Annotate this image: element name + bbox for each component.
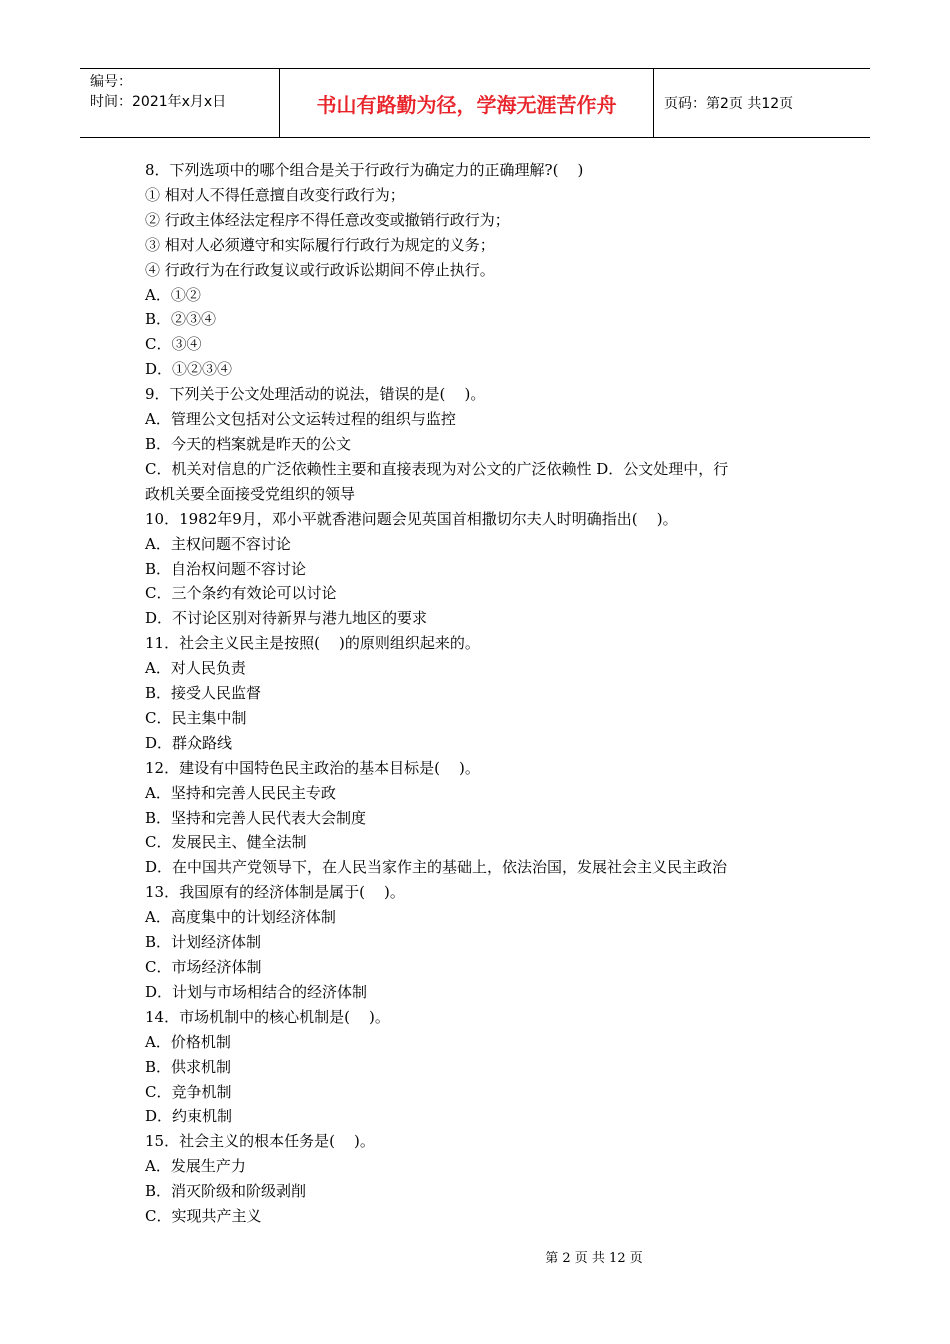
text-line: C．民主集中制 [145,708,247,727]
text-line: ② 行政主体经法定程序不得任意改变或撤销行政行为； [145,210,510,229]
text-line: B．消灭阶级和阶级剥削 [145,1182,307,1201]
text-line: 9．下列关于公文处理活动的说法，错误的是( )。 [145,385,486,404]
text-line: A．管理公文包括对公文运转过程的组织与监控 [145,410,456,429]
text-line: A．主权问题不容讨论 [145,534,291,553]
text-line: A．价格机制 [145,1032,231,1051]
text-line: A．发展生产力 [145,1157,246,1176]
text-line: B．供求机制 [145,1057,232,1076]
text-line: 8．下列选项中的哪个组合是关于行政行为确定力的正确理解?( ) [145,161,584,179]
text-line: A．高度集中的计划经济体制 [145,908,336,927]
header-motto: 书山有路勤为径，学海无涯苦作舟 [280,69,654,137]
page-header [80,68,870,138]
text-line: C．③④ [145,335,202,354]
text-line: C．市场经济体制 [145,958,262,976]
text-line: A．对人民负责 [145,659,246,678]
text-line: C．机关对信息的广泛依赖性主要和直接表现为对公文的广泛依赖性 D．公文处理中，行 [145,459,729,478]
document-body [145,158,815,1229]
text-line: B．坚持和完善人民代表大会制度 [145,808,367,827]
header-meta [80,69,280,137]
text-line: B．自治权问题不容讨论 [145,559,307,578]
text-line: D．群众路线 [145,733,233,752]
header-page-info: 页码：第2页 共12页 [664,96,794,112]
text-line: D．约束机制 [145,1107,233,1126]
text-line: A．①② [145,285,201,304]
text-line: D．计划与市场相结合的经济体制 [145,982,368,1001]
text-line: 10．1982年9月，邓小平就香港问题会见英国首相撒切尔夫人时明确指出( )。 [145,509,678,528]
text-line: 14．市场机制中的核心机制是( )。 [145,1007,390,1026]
text-line: 15．社会主义的根本任务是( )。 [145,1132,375,1151]
text-line: D．在中国共产党领导下，在人民当家作主的基础上，依法治国，发展社会主义民主政治 [145,858,728,877]
page-footer: 第 2 页 共 12 页 [545,1251,643,1266]
text-line: A．坚持和完善人民民主专政 [145,783,336,802]
text-line: C．发展民主、健全法制 [145,833,307,852]
text-line: 13．我国原有的经济体制是属于( )。 [145,883,405,902]
text-line: C．三个条约有效论可以讨论 [145,584,337,603]
text-line: B．计划经济体制 [145,933,262,952]
text-line: ④ 行政行为在行政复议或行政诉讼期间不停止执行。 [145,260,495,279]
text-line: ① 相对人不得任意擅自改变行政行为； [145,185,405,204]
text-line: D．不讨论区别对待新界与港九地区的要求 [145,609,428,628]
document-number-label: 编号： [90,74,132,90]
text-line: B．接受人民监督 [145,684,262,703]
text-line: B．今天的档案就是昨天的公文 [145,434,352,453]
document-date: 时间：2021年x月x日 [90,94,227,110]
text-line: C．实现共产主义 [145,1207,262,1226]
text-line: ③ 相对人必须遵守和实际履行行政行为规定的义务； [145,235,495,254]
text-line: D．①②③④ [145,360,233,379]
text-line: 政机关要全面接受党组织的领导 [145,484,356,503]
text-line: 11．社会主义民主是按照( )的原则组织起来的。 [145,634,480,653]
text-line: 12．建设有中国特色民主政治的基本目标是( )。 [145,758,480,777]
text-line: C．竞争机制 [145,1082,232,1101]
text-line: B．②③④ [145,310,217,329]
